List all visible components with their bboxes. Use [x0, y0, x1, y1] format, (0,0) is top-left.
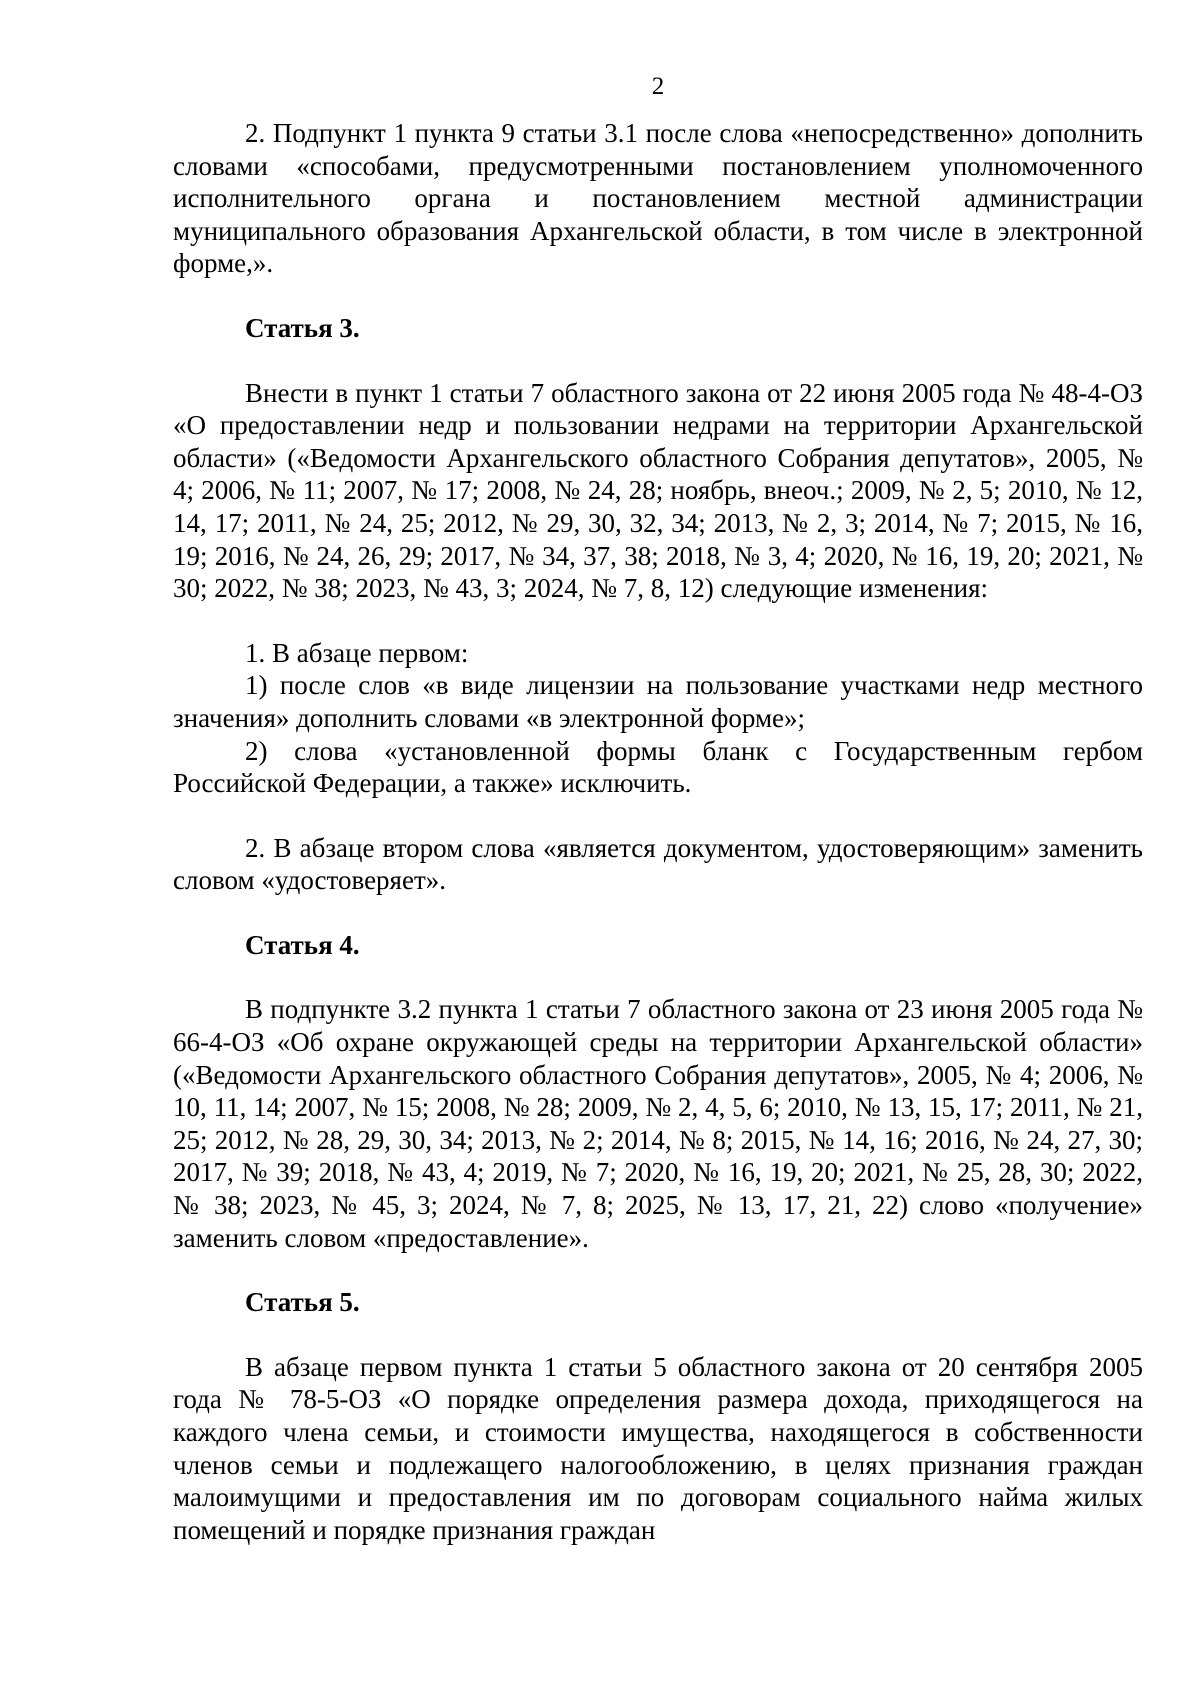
paragraph-article5: В абзаце первом пункта 1 статьи 5 областного закона от 20 сентября 2005 года № 78-5-ОЗ «О порядке определения размера дохода, приходящегося на каждого члена семьи, и стоимости имущества, находящегося в собственности членов семьи и подлежащего налогообложению, в целях признания граждан малоимущими и предоставления им по договорам социального найма жилых помещений и порядке признания граждан: [173, 1351, 1143, 1545]
heading-article-3: Статья 3.: [245, 312, 360, 343]
paragraph-article3-item1-sub2: 2) слова «установленной формы бланк с Государственным гербом Российской Федерации, а также» исключить.: [173, 735, 1143, 799]
paragraph-article4: В подпункте 3.2 пункта 1 статьи 7 областного закона от 23 июня 2005 года № 66-4-ОЗ «Об охране окружающей среды на территории Архангельской области» («Ведомости Архангельского областного Собрания депутатов», 2005, № 4; 2006, № 10, 11, 14; 2007, № 15; 2008, № 28; 2009, № 2, 4, 5, 6; 2010, № 13, 15, 17; 2011, № 21, 25; 2012, № 28, 29, 30, 34; 2013, № 2; 2014, № 8; 2015, № 14, 16; 2016, № 24, 27, 30; 2017, № 39; 2018, № 43, 4; 2019, № 7; 2020, № 16, 19, 20; 2021, № 25, 28, 30; 2022, № 38; 2023, № 45, 3; 2024, № 7, 8; 2025, № 13, 17, 21, 22) слово «получение» заменить словом «предоставление».: [173, 994, 1143, 1253]
page-number: 2: [651, 73, 665, 100]
paragraph-article3-item2: 2. В абзаце втором слова «является документом, удостоверяющим» заменить словом «удостоверяет».: [173, 832, 1143, 896]
paragraph-article3-intro: Внести в пункт 1 статьи 7 областного закона от 22 июня 2005 года № 48-4-ОЗ «О предоставлении недр и пользовании недрами на территории Архангельской области» («Ведомости Архангельского областного Собрания депутатов», 2005, № 4; 2006, № 11; 2007, № 17; 2008, № 24, 28; ноябрь, внеоч.; 2009, № 2, 5; 2010, № 12, 14, 17; 2011, № 24, 25; 2012, № 29, 30, 32, 34; 2013, № 2, 3; 2014, № 7; 2015, № 16, 19; 2016, № 24, 26, 29; 2017, № 34, 37, 38; 2018, № 3, 4; 2020, № 16, 19, 20; 2021, № 30; 2022, № 38; 2023, № 43, 3; 2024, № 7, 8, 12) следующие изменения:: [173, 377, 1143, 604]
heading-article-4: Статья 4.: [245, 929, 360, 960]
paragraph-article2-item2: 2. Подпункт 1 пункта 9 статьи 3.1 после слова «непосредственно» дополнить словами «способами, предусмотренными постановлением уполномоченного исполнительного органа и постановлением местной администрации муниципального образования Архангельской области, в том числе в электронной форме,».: [173, 118, 1143, 279]
paragraph-article3-item1-sub1: 1) после слов «в виде лицензии на пользование участками недр местного значения» дополнить словами «в электронной форме»;: [173, 670, 1143, 733]
paragraph-article3-item1: 1. В абзаце первом:: [245, 637, 469, 668]
heading-article-5: Статья 5.: [245, 1287, 360, 1318]
document-body: [173, 117, 1143, 1546]
